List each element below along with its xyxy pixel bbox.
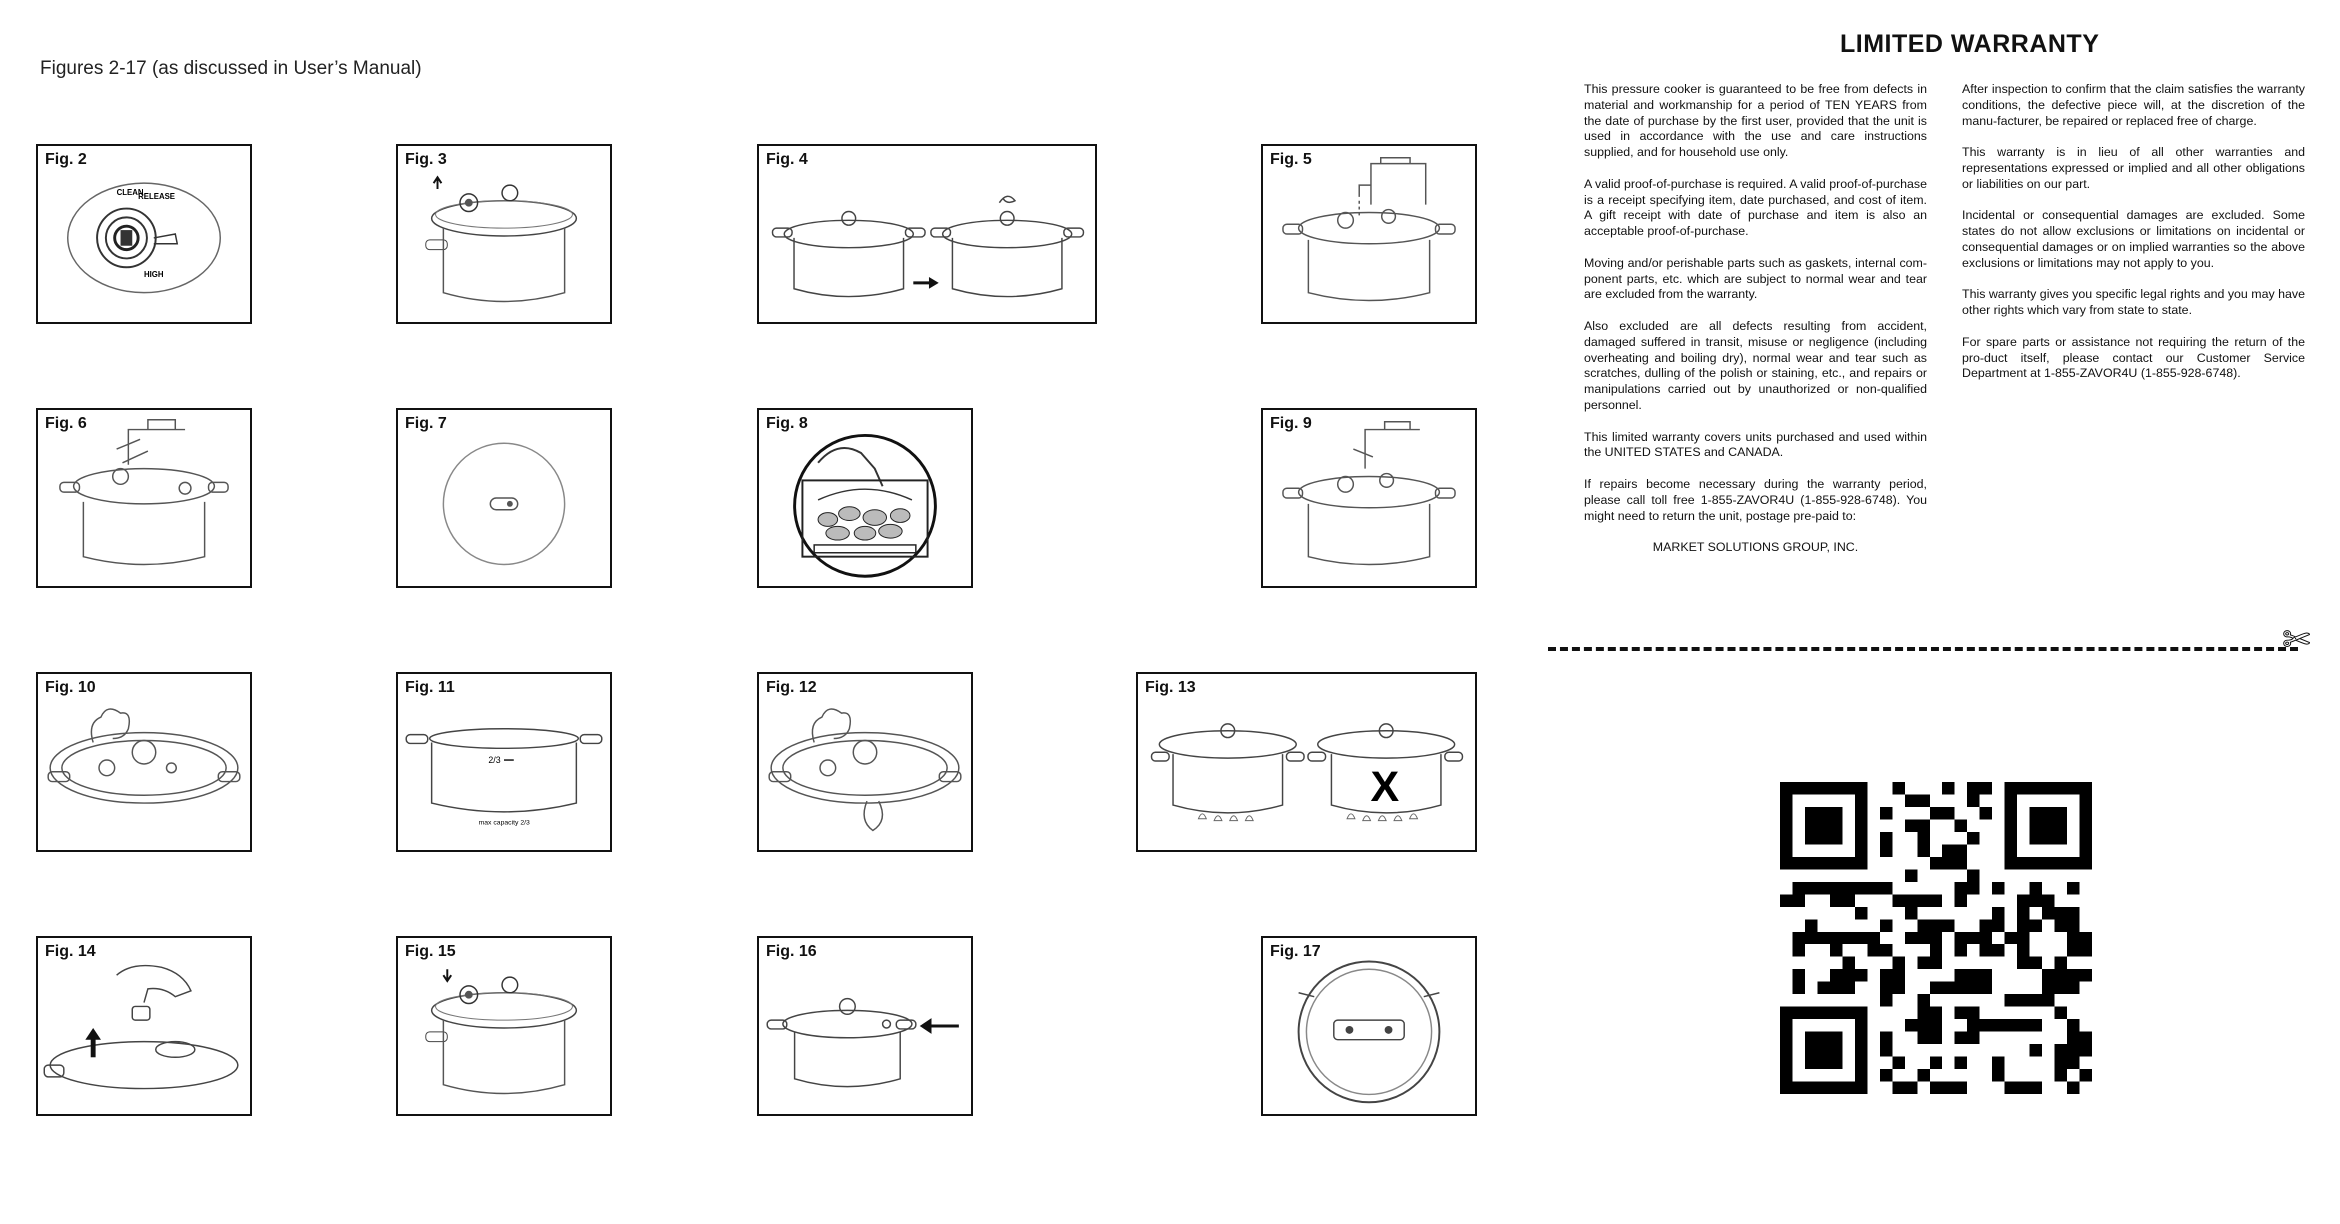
steam-release-icon: [38, 674, 250, 850]
page-header: Figures 2-17 (as discussed in User’s Manual): [40, 58, 422, 79]
scissors-icon: ✄: [2282, 621, 2311, 659]
fig-label: Fig. 15: [405, 943, 456, 960]
warranty-title: LIMITED WARRANTY: [1840, 30, 2100, 58]
fig-5: [1261, 144, 1477, 324]
warranty-paragraph: Moving and/or perishable parts such as gaskets, internal com-ponent parts, etc. which are subject to normal wear and tear are excluded from the warranty.: [1584, 255, 1927, 302]
warranty-column-right: [1962, 82, 2305, 398]
close-lid-arrow-icon: [759, 938, 971, 1114]
fig-label: Fig. 6: [45, 415, 87, 432]
fig-label: Fig. 14: [45, 943, 96, 960]
qr-code-icon: [1780, 782, 2092, 1094]
fig-11: [396, 672, 612, 852]
capacity-mark-text: 2/3: [488, 754, 501, 765]
fig-label: Fig. 11: [405, 679, 455, 696]
fig-10: [36, 672, 252, 852]
warranty-paragraph: This warranty is in lieu of all other warranties and representations expressed or implied and all other obligations or liabilities on our part.: [1962, 145, 2305, 191]
max-capacity-text: max capacity 2/3: [478, 819, 530, 827]
fig-14: [36, 936, 252, 1116]
two-pressure-cookers-icon: [759, 146, 1095, 322]
fig-3: [396, 144, 612, 324]
x-mark-text: X: [1370, 763, 1400, 812]
warranty-paragraph: This limited warranty covers units purchased and used within the UNITED STATES and CANADA.: [1584, 429, 1927, 460]
burner-size-comparison-icon: [1138, 674, 1475, 850]
warranty-paragraph: Also excluded are all defects resulting from accident, damaged suffered in transit, misuse or negligence (including overheating and boiling dry), normal wear and tear such as scratches, dulling of the polish or staining, etc., and repairs or manipulations carried out by unauthorized or non-qualified personnel.: [1584, 318, 1927, 412]
cut-line: [1548, 647, 2298, 651]
pressure-cooker-icon: [398, 146, 610, 322]
steamer-basket-icon: [759, 410, 971, 586]
fig-16: [757, 936, 973, 1116]
fig-12: [757, 672, 973, 852]
fig-6: [36, 408, 252, 588]
valve-release-text: RELEASE: [138, 191, 176, 201]
fig-7: [396, 408, 612, 588]
fig-13: [1136, 672, 1477, 852]
lid-topview-icon: [398, 410, 610, 586]
fig-label: Fig. 16: [766, 943, 817, 960]
steam-release-icon: [759, 674, 971, 850]
fig-2: [36, 144, 252, 324]
fig-label: Fig. 13: [1145, 679, 1196, 696]
fig-label: Fig. 10: [45, 679, 96, 696]
fig-label: Fig. 4: [766, 151, 808, 168]
fig-9: [1261, 408, 1477, 588]
warranty-column-left: [1584, 82, 1927, 572]
gasket-ring-icon: [1263, 938, 1475, 1114]
valve-lift-icon: [38, 938, 250, 1114]
valve-high-text: HIGH: [144, 270, 164, 280]
fig-label: Fig. 8: [766, 415, 808, 432]
fig-4: [757, 144, 1097, 324]
pressure-cooker-icon: [398, 938, 610, 1114]
warranty-paragraph: For spare parts or assistance not requiring the return of the pro-duct itself, please contact our Customer Service Department at 1-855-ZAVOR4U (1-855-928-6748).: [1962, 334, 2305, 381]
lid-under-faucet-icon: [38, 410, 250, 586]
cooker-under-faucet-icon: [1263, 410, 1475, 586]
company-name: MARKET SOLUTIONS GROUP, INC.: [1652, 540, 1859, 555]
fig-label: Fig. 12: [766, 679, 817, 696]
fig-label: Fig. 7: [405, 415, 447, 432]
fig-label: Fig. 9: [1270, 415, 1312, 432]
fig-8: [757, 408, 973, 588]
warranty-paragraph: This warranty gives you specific legal rights and you may have other rights which vary from state to state.: [1962, 287, 2305, 318]
warranty-paragraph: This pressure cooker is guaranteed to be free from defects in material and workmanship for a period of TEN YEARS from the date of purchase by the first user, provided that the unit is used in accordance with the use and care instructions supplied, and for household use only.: [1584, 82, 1927, 160]
fig-17: [1261, 936, 1477, 1116]
warranty-paragraph: After inspection to confirm that the claim satisfies the warranty conditions, the defective piece will, at the discretion of the manu-facturer, be repaired or replaced free of charge.: [1962, 82, 2305, 128]
fig-label: Fig. 2: [45, 151, 87, 168]
pressure-valve-closeup-icon: [38, 146, 250, 322]
warranty-paragraph: Incidental or consequential damages are excluded. Some states do not allow exclusions or limitations on incidental or consequential damages or on implied warranties so the above exclusions or limitations may not apply to you.: [1962, 208, 2305, 270]
cooker-under-faucet-icon: [1263, 146, 1475, 322]
pot-max-capacity-icon: [398, 674, 610, 850]
fig-label: Fig. 5: [1270, 151, 1312, 168]
fig-label: Fig. 3: [405, 151, 447, 168]
warranty-paragraph: A valid proof-of-purchase is required. A valid proof-of-purchase is a receipt specifying item, date purchased, and cost of item. A gift receipt with date of purchase and item is also an acceptable proof-of-purchase.: [1584, 176, 1927, 239]
warranty-paragraph: If repairs become necessary during the warranty period, please call toll free 1-855-ZAVOR4U (1-855-928-6748). You might need to return the unit, postage pre-paid to:: [1584, 476, 1927, 523]
fig-15: [396, 936, 612, 1116]
fig-label: Fig. 17: [1270, 943, 1321, 960]
valve-clean-text: CLEAN: [116, 187, 144, 197]
